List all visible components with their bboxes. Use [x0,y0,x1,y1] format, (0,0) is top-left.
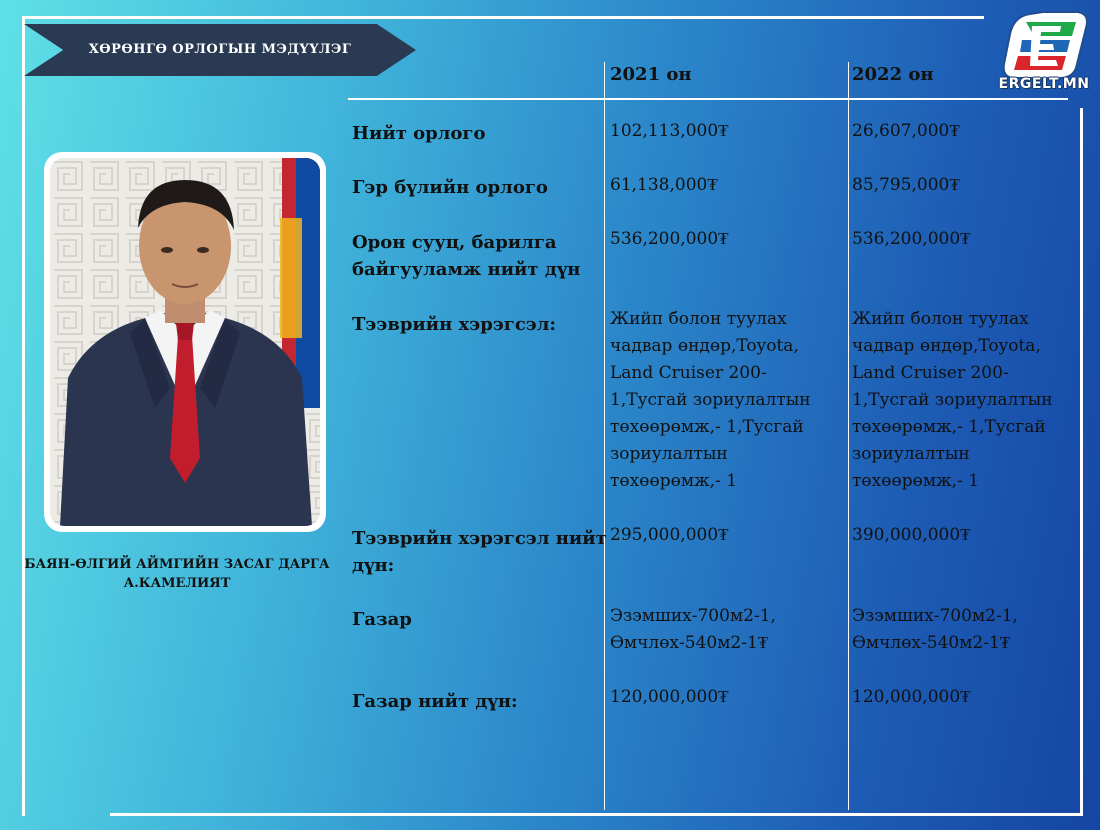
caption-title: БАЯН-ӨЛГИЙ АЙМГИЙН ЗАСАГ ДАРГА [24,557,330,572]
column-header-2021: 2021 он [610,64,692,85]
portrait-photo [50,158,320,526]
cell-2022-land: Эзэмших-700м2-1, Өмчлөх-540м2-1₮ [852,606,1018,653]
row-label-vehicles-total: Тээврийн хэрэгсэл нийт дүн: [352,528,607,576]
portrait-image [50,158,320,526]
cell-2022-family-income: 85,795,000₮ [852,175,960,195]
column-header-2022: 2022 он [852,64,934,85]
cell-2021-land: Эзэмших-700м2-1, Өмчлөх-540м2-1₮ [610,606,776,653]
row-label-vehicles: Тээврийн хэрэгсэл: [352,314,557,335]
row-label-buildings: Орон сууц, барилга байгууламж нийт дүн [352,232,581,280]
person-caption [22,555,332,593]
cell-2022-vehicles-total: 390,000,000₮ [852,525,971,545]
cell-2021-total-income: 102,113,000₮ [610,121,729,141]
row-label-land-total: Газар нийт дүн: [352,691,518,712]
caption-name: А.КАМЕЛИЯТ [123,576,231,591]
frame-left-line [22,16,25,816]
cell-2021-vehicles-total: 295,000,000₮ [610,525,729,545]
column-divider-2 [848,62,849,810]
cell-2021-land-total: 120,000,000₮ [610,687,729,707]
row-label-family-income: Гэр бүлийн орлого [352,177,548,198]
cell-2021-vehicles: Жийп болон туулах чадвар өндөр,Toyota, Land Cruiser 200- 1,Тусгай зориулалтын төхөөрөмж,- 1,Тусгай зориулалтын төхөөрөмж,- 1 [610,309,811,491]
logo-text: ERGELT.MN [998,76,1090,92]
row-label-total-income: Нийт орлого [352,123,486,144]
page-title: ХӨРӨНГӨ ОРЛОГЫН МЭДҮҮЛЭГ [88,42,352,57]
cell-2022-vehicles: Жийп болон туулах чадвар өндөр,Toyota, Land Cruiser 200- 1,Тусгай зориулалтын төхөөрөмж,- 1,Тусгай зориулалтын төхөөрөмж,- 1 [852,309,1053,491]
cell-2022-land-total: 120,000,000₮ [852,687,971,707]
header-rule [348,98,1068,100]
cell-2021-family-income: 61,138,000₮ [610,175,718,195]
cell-2022-total-income: 26,607,000₮ [852,121,960,141]
frame-top-line [22,16,984,19]
cell-2022-buildings: 536,200,000₮ [852,229,971,249]
cell-2021-buildings: 536,200,000₮ [610,229,729,249]
frame-bottom-line [110,813,1080,816]
row-label-land: Газар [352,609,412,630]
